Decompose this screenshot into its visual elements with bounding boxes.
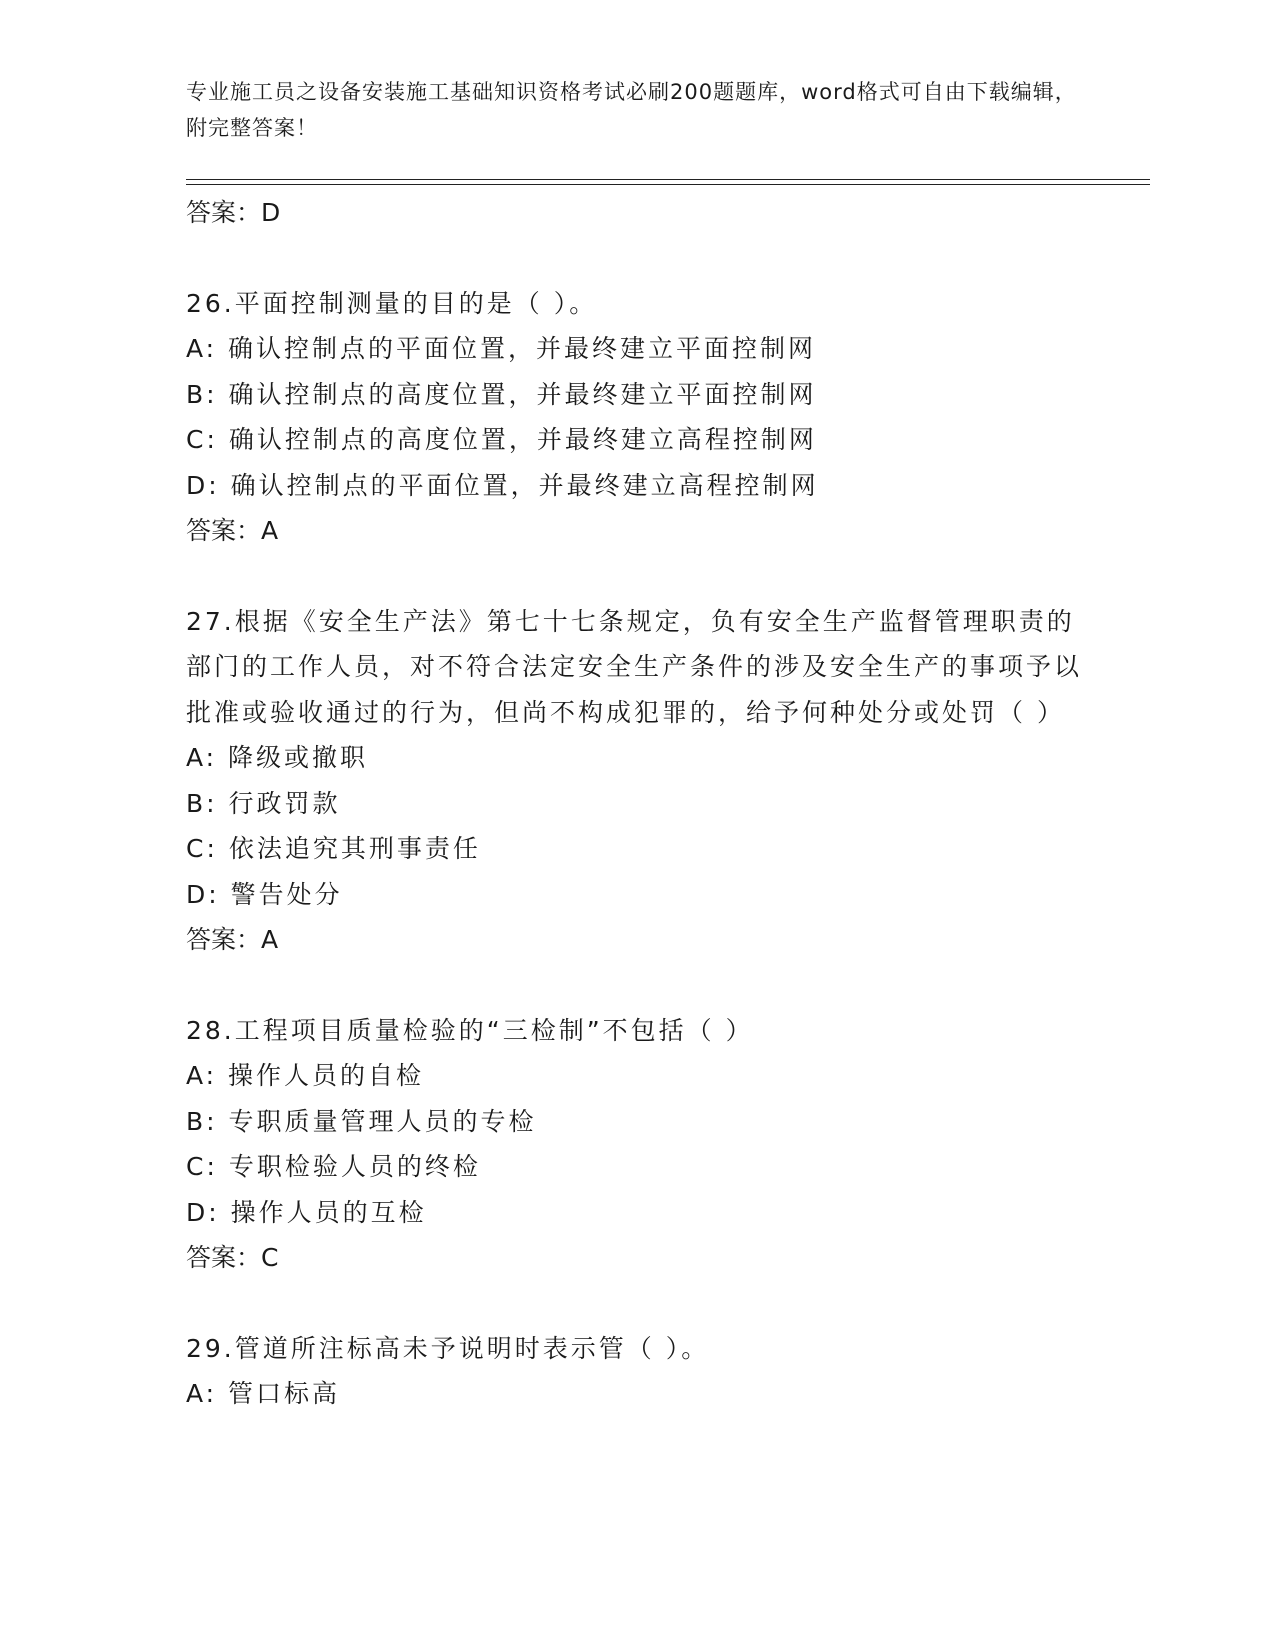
option-a: A: 管口标高 [186, 1379, 341, 1408]
option-a: A: 确认控制点的平面位置，并最终建立平面控制网 [186, 334, 817, 363]
question-26 [186, 281, 1086, 554]
question-29 [186, 1326, 1086, 1417]
option-d: D: 确认控制点的平面位置，并最终建立高程控制网 [186, 470, 819, 500]
header-divider-top [186, 179, 1150, 180]
header-divider-bottom [186, 184, 1150, 185]
question-stem: 26.平面控制测量的目的是（ ）。 [186, 288, 598, 318]
answer-line: 答案：C [186, 1243, 279, 1272]
answer-line: 答案：D [186, 198, 281, 227]
option-d: D: 警告处分 [186, 879, 343, 909]
option-b: B: 行政罚款 [186, 788, 341, 818]
question-28 [186, 1008, 1086, 1281]
answer-line: 答案：A [186, 925, 279, 954]
option-c: C: 专职检验人员的终检 [186, 1152, 481, 1181]
option-a: A: 降级或撤职 [186, 743, 369, 772]
question-stem: 27.根据《安全生产法》第七十七条规定，负有安全生产监督管理职责的部门的工作人员，对不符合法定安全生产条件的涉及安全生产的事项予以批准或验收通过的行为，但尚不构成犯罪的，给予何种处分或处罚（ ） [186, 606, 1083, 727]
question-list [186, 190, 1086, 1417]
document-header: 专业施工员之设备安装施工基础知识资格考试必刷200题题库，word格式可自由下载编辑，附完整答案！ [186, 80, 1077, 140]
question-27 [186, 599, 1086, 963]
question-stem: 28.工程项目质量检验的“三检制”不包括（ ） [186, 1015, 754, 1045]
option-c: C: 确认控制点的高度位置，并最终建立高程控制网 [186, 425, 817, 454]
option-a: A: 操作人员的自检 [186, 1061, 425, 1090]
question-stem: 29.管道所注标高未予说明时表示管（ ）。 [186, 1333, 710, 1363]
option-b: B: 确认控制点的高度位置，并最终建立平面控制网 [186, 379, 817, 409]
option-b: B: 专职质量管理人员的专检 [186, 1106, 537, 1136]
option-c: C: 依法追究其刑事责任 [186, 834, 481, 863]
option-d: D: 操作人员的互检 [186, 1197, 427, 1227]
answer-line: 答案：A [186, 516, 279, 545]
